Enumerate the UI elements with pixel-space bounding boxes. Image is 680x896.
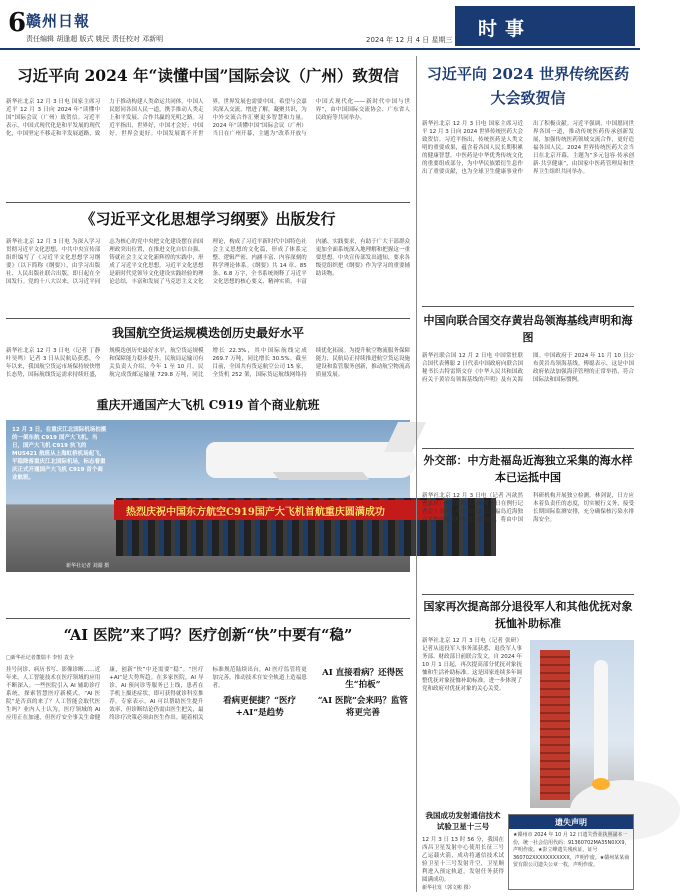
subhead-2: AI 直接看病？还得医生“拍板” [322,668,404,690]
rocket-launch-photo [530,640,634,808]
notice-headline: 遗失声明 [509,815,633,829]
headline: 国家再次提高部分退役军人和其他优抚对象抚恤补助标准 [423,600,633,630]
divider [422,448,634,449]
article-ai-hospital [6,622,410,892]
section-label: 时事 [478,18,533,40]
article-c919-headline [6,394,410,418]
rocket [594,660,608,780]
divider [422,306,634,307]
headline: 外交部：中方赴福岛近海独立采集的海水样本已运抵中国 [423,454,633,484]
c919-photo [6,420,410,572]
article-columns [6,666,410,892]
notice-body: ★赣州市 2024 年 10 月 12 日遗失营业执照副本一份，统一社会信用代码：91360702MA35N0XX9，声明作废。★彭立峰遗失残疾证，证号 360702XXXXXXXXXXX，声明作废。★赣州某某商贸有限公司遗失公章一枚，声明作废。 [513,832,630,868]
article-fukushima [422,452,634,592]
divider [422,594,634,595]
lost-notice-box [508,814,634,890]
subhead-1: 看病更便捷？“医疗+AI”是趋势 [223,696,297,718]
article-body: 新华社北京 12 月 3 日电（记者 张研）记者从退役军人事务部获悉，退役军人事务部、财政部日前联合发文，自 2024 年 10 月 1 日起，再次提高部分优抚对象抚恤和生活补助标准。这是国家连续多年调整优抚对象抚恤补助标准，进一步体现了党和政府对优抚对象的关心关爱。 [422,638,522,692]
article-congrats-forum [6,62,410,202]
headline: 习近平向 2024 世界传统医药大会致贺信 [426,65,630,107]
page-number: 6 [8,8,27,38]
article-body: 新华社北京 12 月 3 日电 国家主席习近平 12 月 3 日向 2024 世界传统医药大会致贺信。习近平指出，传统医药是人类文明的重要成果，蕴含着各国人民长期积累的健康智慧。中医药是中华优秀传统文化的重要组成部分，为中华民族繁衍生息作出了重要贡献，也为全球卫生健康事业作出了积极贡献。习近平强调，中国愿同世界各国一道，推动传统医药传承创新发展，加强传统医药领域交流合作，更好造福各国人民。2024 世界传统医药大会当日在北京开幕，主题为“多元包容·传承创新·共享健康”，由国家中医药管理局和世界卫生组织共同举办。 [422,121,634,175]
headline: “AI 医院”来了吗？医疗创新“快”中要有“稳” [63,627,353,644]
photo-credit: 新华社发（郭文彬 摄） [422,885,474,891]
headline: 我国成功发射通信技术试验卫星十三号 [425,811,501,831]
headline: 我国航空货运规模迭创历史最好水平 [111,326,304,340]
photo-credit: 新华社记者 刘潺 摄 [66,563,110,569]
headline: 习近平向 2024 年“读懂中国”国际会议（广州）致贺信 [17,66,399,85]
divider [6,202,410,203]
article-tcm-congress [422,62,634,304]
byline: □新华社记者董瑞丰 李恒 袁全 [6,655,74,661]
divider [6,318,410,319]
article-huangyan [422,312,634,446]
masthead [0,0,640,50]
editor-credits: 责任编辑 胡逢超 版式 姚民 责任校对 邓新明 [26,35,164,43]
article-body: 新华社北京 12 月 3 日电 国家主席习近平 12 月 3 日向 2024 年“读懂中国”国际会议（广州）致贺信。习近平表示，中国式现代化是和平发展的现代化，中国坚定不移走和平发展道路，致力于推动构建人类命运共同体。中国人民愿同各国人民一道，携手推动人类走上和平发展、合作共赢的光明之路。习近平指出，世界好，中国才会好；中国好，世界会更好。中国发展离不开世界，世界发展也需要中国。希望与会嘉宾深入交流，增进了解，凝聚共识，为中外交流合作汇聚更多智慧和力量。2024 年“读懂中国”国际会议（广州）当日在广州开幕，主题为“改革开放与中国式现代化——新时代中国与世界”，由中国国际交流协会、广东省人民政府等共同举办。 [6,99,410,137]
subhead-3: “AI 医院”会来吗？监管将更完善 [317,696,408,718]
aircraft-wing [273,472,370,480]
launch-tower [540,650,570,800]
column-divider [416,56,417,892]
article-air-cargo [6,322,410,392]
article-body: 挂号问诊、病历书写、影像诊断……近年来，人工智能技术在医疗领域的应用不断深入。一些医院引入 AI 辅助诊疗系统，探索智慧医疗新模式。“AI 医院”是否真的来了？人工智能会取代医生吗？业内人士认为，医疗领域的 AI 应用正在加速，但医疗安全事关生命健康，创新“快”中还需要“稳”。“医疗+AI”是大势所趋。在多家医院，AI 导诊、AI 预问诊等服务已上线，患者在手机上描述症状，即可获得就诊科室推荐。专家表示，AI 可以帮助医生提升效率，但诊断结论仍需由医生把关，最终诊疗决策必须由医生作出。随着相关标准规范陆续出台，AI 医疗监管将更加完善，推动技术在安全轨道上造福患者。 [6,667,307,721]
divider [6,618,410,619]
headline: 中国向联合国交存黄岩岛领海基线声明和海图 [423,314,633,344]
article-body: 新华社北京 12 月 3 日电 为深入学习贯彻习近平文化思想，中共中央宣传部组织编写了《习近平文化思想学习纲要》（以下简称《纲要》），由学习出版社、人民出版社联合出版，即日起在全国发行。党的十八大以来，以习近平同志为核心的党中央把文化建设摆在治国理政突出位置，在推进文化自信自强、铸就社会主义文化新辉煌的实践中，形成了习近平文化思想。习近平文化思想是新时代党领导文化建设实践经验的理论总结，丰富和发展了马克思主义文化理论，构成了习近平新时代中国特色社会主义思想的文化篇，形成了体系完整、逻辑严密、内涵丰富、内容深刻的科学理论体系。《纲要》共 14 章、85 条、6.8 万字，全书系统阐释了习近平文化思想的核心要义、精神实质、丰富内涵、实践要求，有助于广大干部群众更加全面系统深入地理解和把握这一重要思想。中央宣传部发出通知，要求各级党组织把《纲要》作为学习的重要辅助读物。 [6,239,410,285]
launch-flame [592,778,610,790]
article-satellite [422,810,504,892]
headline: 重庆开通国产大飞机 C919 首个商业航班 [96,398,320,412]
article-body: 新华社北京 12 月 3 日电（记者 冯歆然 曹嘉玥）外交部发言人林剑 3 日在例行记者会上表示，中方专家赴日本福岛近海独立采集的海水样本已运抵中国，将由中国科研机构开展独立检测。林剑说，日方应本着负责任的态度，切实履行义务，接受长期国际监测安排，充分确保核污染水排海安全。 [422,493,634,523]
paper-name: 赣州日報 [26,12,91,30]
photo-caption: 12 月 3 日，在重庆江北国际机场拍摄的一架东航 C919 国产大飞机。当日，国产大飞机 C919 执飞的 MU5421 航班从上海虹桥机场起飞，平稳降落重庆江北国际机场，标志着重庆正式开通国产大飞机 C919 首个商业航班。 [12,427,107,481]
article-body: 新华社北京 12 月 3 日电（记者 丁静 叶昊鸣）记者 3 日从民航局获悉，今年以来，我国航空货运市场保持较快增长态势，国际航线货运需求持续旺盛，规模迭创历史最好水平，航空货运规模和保障能力稳步提升。民航局运输司有关负责人介绍，今年 1 至 10 月，民航完成货邮运输量 729.8 万吨，同比增长 22.3%，其中国际航线完成 269.7 万吨，同比增长 30.5%。截至目前，全国共有货运航空公司 15 家，全货机 252 架，国际货运航线网络持续优化拓展。为提升航空物流服务保障能力，民航局正持续推进航空货运设施建设和监管服务创新，推动航空物流高质量发展。 [6,348,410,378]
aircraft-tail [384,422,426,452]
article-body: 12 月 3 日 13 时 56 分，我国在西昌卫星发射中心使用长征三号乙运载火箭，成功将通信技术试验卫星十三号发射升空，卫星顺利进入预定轨道，发射任务获得圆满成功。 [422,837,504,883]
article-body: 新华社联合国 12 月 2 日电 中国常驻联合国代表傅聪 2 日代表中国政府向联合国秘书长古特雷斯交存《中华人民共和国政府关于黄岩岛领海基线的声明》及有关海图。中国政府于 2024 年 11 月 10 日公布黄岩岛领海基线。傅聪表示，这是中国政府依法加强海洋管理的正常举措，符合国际法和国际惯例。 [422,353,634,383]
publication-date: 2024 年 12 月 4 日 星期三 [366,36,453,44]
headline: 《习近平文化思想学习纲要》出版发行 [80,210,336,228]
article-outline-book [6,206,410,316]
banner-text: 热烈庆祝中国东方航空C919国产大飞机首航重庆圆满成功 [126,507,385,518]
